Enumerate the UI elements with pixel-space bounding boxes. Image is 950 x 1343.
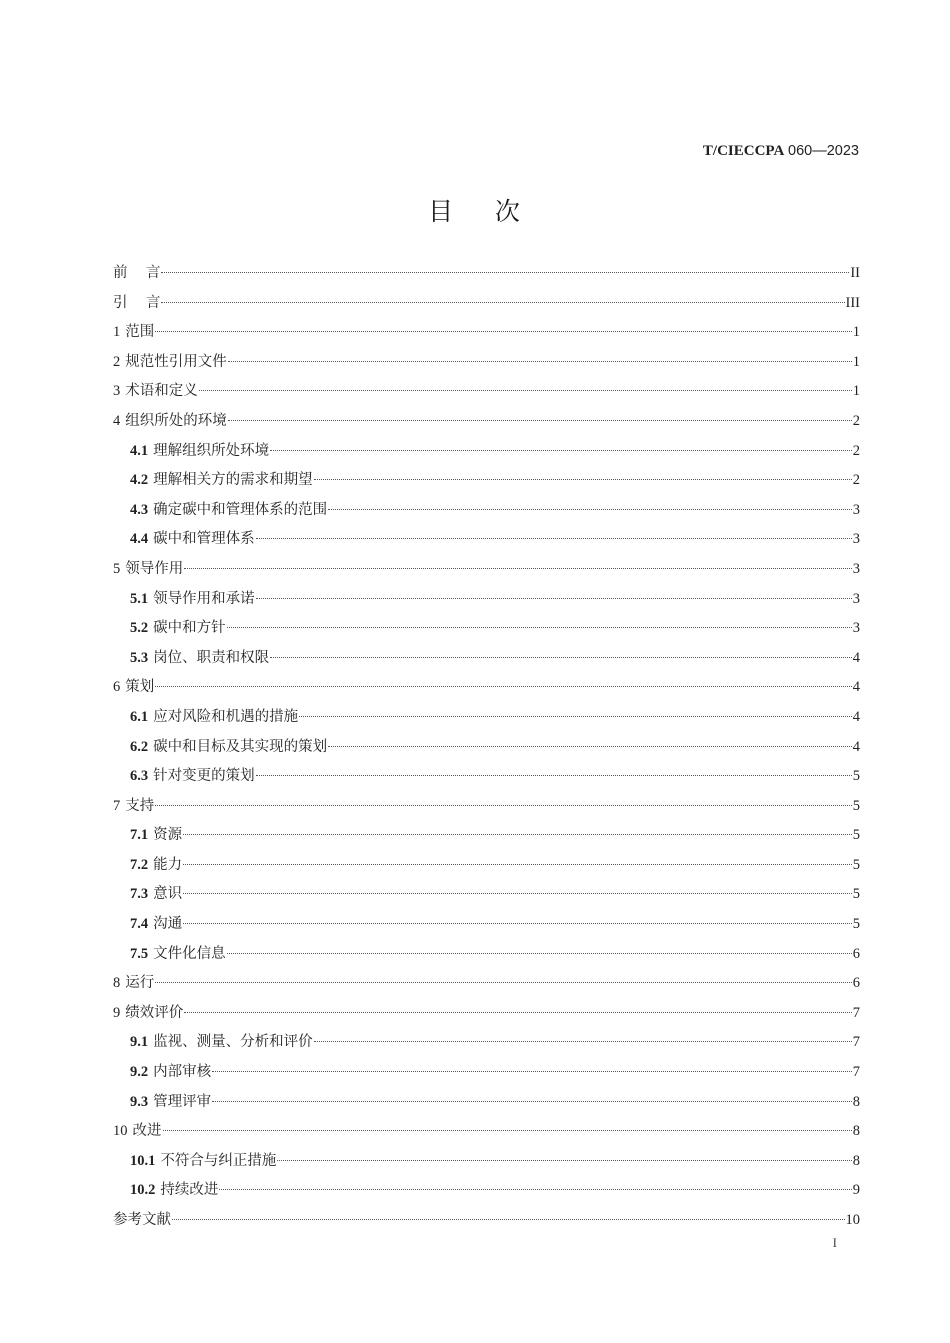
toc-entry[interactable] [113,555,860,585]
toc-entry-number: 9.1 [130,1034,149,1051]
toc-entry[interactable] [113,348,860,378]
toc-entry-number: 5 [113,560,121,577]
toc-entry-page: 6 [852,975,860,992]
toc-entry-label: 应对风险和机遇的措施 [153,708,299,725]
toc-entry-number: 6.1 [130,708,149,725]
toc-entry-label: 能力 [153,856,183,873]
toc-entry-label: 改进 [132,1123,162,1140]
toc-entry-page: 9 [852,1182,860,1199]
toc-dot-leader [163,1130,852,1131]
toc-entry-page: 7 [852,1034,860,1051]
toc-entry[interactable] [113,851,860,881]
toc-dot-leader [161,302,844,303]
toc-entry-number: 10 [113,1123,128,1140]
toc-dot-leader [183,893,852,894]
toc-entry-page: 3 [852,501,860,518]
toc-entry-number: 7.2 [130,856,149,873]
toc-entry-label: 意识 [153,886,183,903]
toc-entry[interactable] [113,614,860,644]
toc-entry-page: 8 [852,1123,860,1140]
toc-dot-leader [270,657,852,658]
toc-entry-label: 碳中和目标及其实现的策划 [153,738,328,755]
toc-entry-label: 范围 [125,324,155,341]
toc-entry-label: 引 言 [113,294,161,311]
toc-entry-label: 文件化信息 [153,945,226,962]
toc-entry[interactable] [113,1206,860,1236]
toc-entry-page: 1 [852,353,860,370]
toc-entry-page: 7 [852,1004,860,1021]
toc-dot-leader [155,982,852,983]
toc-entry-label: 术语和定义 [125,383,198,400]
toc-entry-page: 3 [852,531,860,548]
toc-dot-leader [256,775,852,776]
toc-dot-leader [161,272,849,273]
toc-entry-label: 领导作用 [125,560,184,577]
toc-entry-label: 沟通 [153,916,183,933]
toc-entry-number: 10.1 [130,1152,156,1169]
toc-entry-label: 前 言 [113,265,161,281]
toc-entry-label: 组织所处的环境 [125,412,227,429]
toc-entry-number: 2 [113,353,121,370]
toc-entry-number: 9.2 [130,1064,149,1081]
toc-entry-label: 领导作用和承诺 [153,590,255,607]
toc-entry-page: 5 [852,797,860,814]
toc-entry[interactable] [113,496,860,526]
toc-entry-number: 10.2 [130,1182,156,1199]
toc-dot-leader [199,390,852,391]
toc-entry[interactable] [113,644,860,674]
toc-entry-page: 4 [852,738,860,755]
toc-dot-leader [212,1101,852,1102]
toc-entry-number: 7.1 [130,827,149,844]
toc-dot-leader [314,479,852,480]
toc-entry-number: 7 [113,797,121,814]
toc-entry-label: 内部审核 [153,1064,212,1081]
toc-dot-leader [184,1012,852,1013]
toc-entry[interactable] [113,318,860,348]
toc-entry-number: 7.4 [130,916,149,933]
toc-entry-page: 8 [852,1093,860,1110]
toc-entry[interactable] [113,792,860,822]
toc-entry[interactable] [113,289,860,319]
toc-entry-page: 4 [852,649,860,666]
toc-dot-leader [227,953,852,954]
toc-dot-leader [277,1160,851,1161]
toc-dot-leader [270,450,852,451]
toc-entry[interactable] [113,437,860,467]
toc-entry-page: 5 [852,768,860,785]
toc-entry-number: 7.5 [130,945,149,962]
toc-entry-page: 5 [852,827,860,844]
toc-entry-label: 监视、测量、分析和评价 [153,1034,313,1051]
toc-entry-number: 4.1 [130,442,149,459]
toc-entry-label: 不符合与纠正措施 [160,1152,277,1169]
toc-dot-leader [155,686,852,687]
toc-dot-leader [228,361,852,362]
toc-entry[interactable] [113,407,860,437]
toc-entry-label: 管理评审 [153,1093,212,1110]
toc-dot-leader [256,538,852,539]
toc-dot-leader [172,1219,845,1220]
toc-entry[interactable] [113,880,860,910]
toc-dot-leader [183,834,852,835]
toc-dot-leader [299,716,852,717]
standard-year-number: 060—2023 [788,143,859,159]
toc-entry-number: 6.2 [130,738,149,755]
table-of-contents [113,259,860,1236]
toc-entry[interactable] [113,1117,860,1147]
toc-entry-label: 针对变更的策划 [153,768,255,785]
toc-entry-number: 3 [113,383,121,400]
toc-entry-page: 5 [852,916,860,933]
toc-dot-leader [155,805,852,806]
toc-entry-page: 2 [852,472,860,489]
toc-entry[interactable] [113,821,860,851]
toc-entry-label: 支持 [125,797,155,814]
toc-entry-number: 6.3 [130,768,149,785]
toc-entry-number: 4.2 [130,472,149,489]
toc-entry[interactable] [113,1028,860,1058]
toc-entry[interactable] [113,910,860,940]
toc-dot-leader [184,568,852,569]
toc-entry-page: 1 [852,324,860,341]
toc-entry[interactable] [113,1176,860,1206]
toc-entry-label: 策划 [125,679,155,696]
page-number: I [832,1235,837,1250]
toc-dot-leader [183,923,852,924]
toc-entry-number: 1 [113,324,121,341]
toc-entry[interactable] [113,1088,860,1118]
toc-entry[interactable] [113,585,860,615]
toc-dot-leader [256,598,852,599]
toc-entry-page: 5 [852,856,860,873]
toc-entry[interactable] [113,525,860,555]
toc-entry-label: 理解组织所处环境 [153,442,270,459]
toc-entry[interactable] [113,259,860,289]
toc-entry[interactable] [113,377,860,407]
standard-number [703,143,859,160]
toc-entry-number: 5.2 [130,620,149,637]
toc-entry-page: 4 [852,679,860,696]
toc-entry[interactable] [113,940,860,970]
toc-dot-leader [219,1189,851,1190]
toc-entry-label: 规范性引用文件 [125,353,227,370]
toc-entry-number: 4.3 [130,501,149,518]
toc-entry-number: 9 [113,1004,121,1021]
toc-entry-label: 确定碳中和管理体系的范围 [153,501,328,518]
toc-entry-label: 绩效评价 [125,1004,184,1021]
toc-dot-leader [227,627,852,628]
toc-entry-label: 碳中和方针 [153,620,226,637]
toc-entry-page: 3 [852,560,860,577]
toc-entry[interactable] [113,1147,860,1177]
toc-entry-number: 8 [113,975,121,992]
toc-dot-leader [228,420,852,421]
toc-entry-page: II [850,265,860,281]
toc-entry-number: 4.4 [130,531,149,548]
toc-entry[interactable] [113,673,860,703]
toc-entry-number: 5.1 [130,590,149,607]
toc-entry-number: 6 [113,679,121,696]
toc-entry-page: 2 [852,412,860,429]
toc-entry[interactable] [113,1058,860,1088]
toc-entry-page: 8 [852,1152,860,1169]
toc-entry-page: 1 [852,383,860,400]
toc-entry-number: 4 [113,412,121,429]
toc-entry[interactable] [113,999,860,1029]
toc-entry-page: III [845,294,860,311]
toc-entry[interactable] [113,733,860,763]
toc-entry-page: 7 [852,1064,860,1081]
toc-entry-page: 10 [845,1212,860,1228]
toc-entry-label: 资源 [153,827,183,844]
standard-code: T/CIECCPA [702,143,785,159]
toc-entry[interactable] [113,703,860,733]
toc-entry-label: 岗位、职责和权限 [153,649,270,666]
toc-entry[interactable] [113,762,860,792]
toc-entry-label: 理解相关方的需求和期望 [153,472,313,489]
toc-entry-label: 持续改进 [160,1182,219,1199]
toc-entry-page: 3 [852,590,860,607]
toc-dot-leader [328,746,852,747]
toc-entry-label: 碳中和管理体系 [153,531,255,548]
toc-entry-page: 6 [852,945,860,962]
toc-entry[interactable] [113,969,860,999]
toc-entry-number: 5.3 [130,649,149,666]
toc-entry-page: 3 [852,620,860,637]
toc-entry-page: 2 [852,442,860,459]
toc-dot-leader [183,864,852,865]
toc-dot-leader [155,331,852,332]
toc-entry-page: 4 [852,708,860,725]
toc-dot-leader [212,1071,852,1072]
toc-entry-number: 7.3 [130,886,149,903]
toc-dot-leader [328,509,852,510]
toc-entry[interactable] [113,466,860,496]
toc-entry-label: 运行 [125,975,155,992]
toc-entry-label: 参考文献 [113,1212,171,1228]
toc-entry-number: 9.3 [130,1093,149,1110]
toc-title: 目 次 [428,197,522,226]
toc-dot-leader [314,1041,852,1042]
toc-entry-page: 5 [852,886,860,903]
